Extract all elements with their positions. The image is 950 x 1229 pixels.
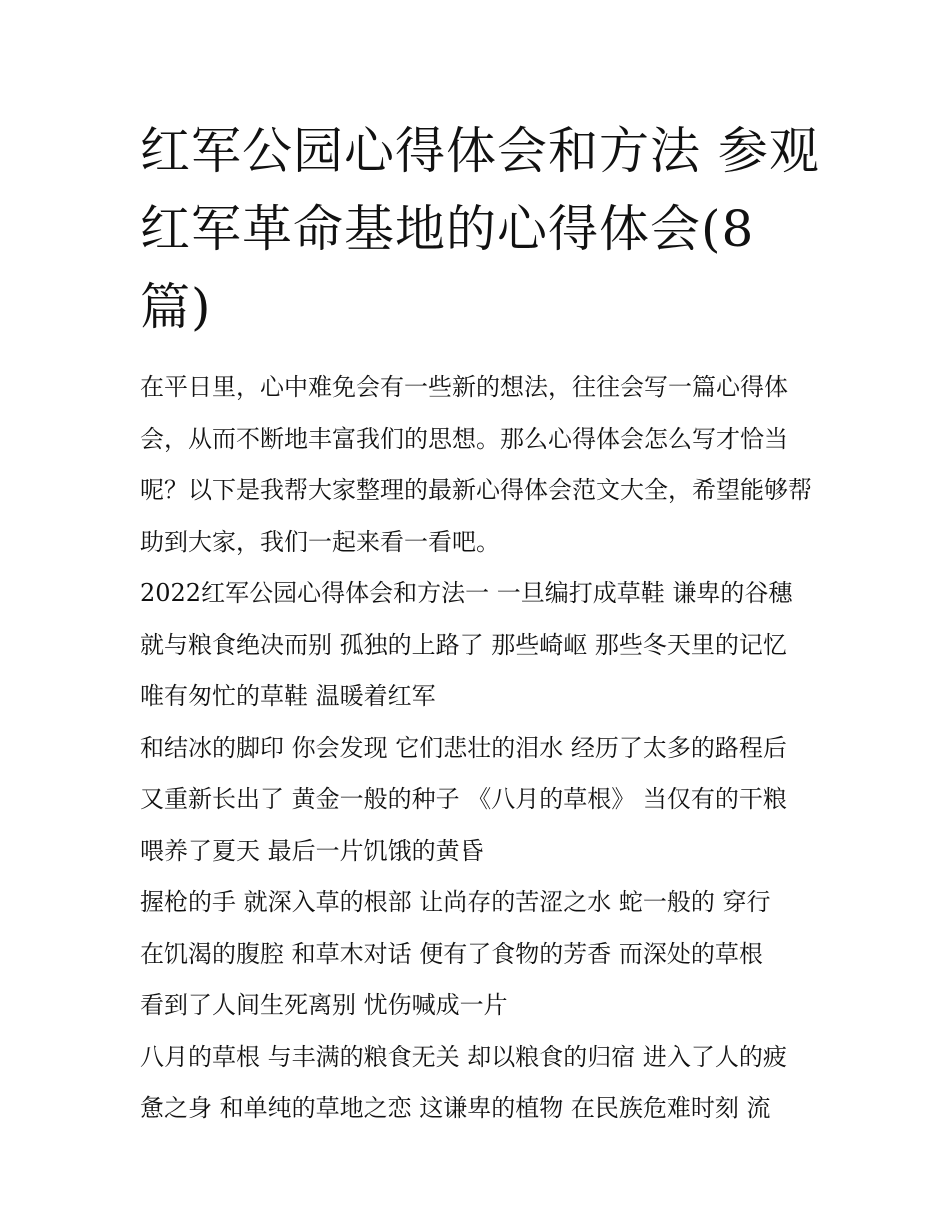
poem-line: 喂养了夏天 最后一片饥饿的黄昏: [140, 836, 484, 865]
poem-line: 握枪的手 就深入草的根部 让尚存的苦涩之水 蛇一般的 穿行: [140, 888, 771, 916]
poem-line: 2022红军公园心得体会和方法一 一旦编打成草鞋 谦卑的谷穗: [140, 579, 793, 607]
intro-paragraph: 在平日里，心中难免会有一些新的想法，往往会写一篇心得体会，从而不断地丰富我们的思想。那么心得体会怎么写才恰当呢？以下是我帮大家整理的最新心得体会范文大全，希望能够帮助到大家，我们一起来看一看吧。: [140, 373, 812, 556]
poem-line: 又重新长出了 黄金一般的种子 《八月的草根》 当仅有的干粮: [140, 785, 787, 813]
document-title: 红军公园心得体会和方法 参观红军革命基地的心得体会(8篇): [140, 122, 820, 336]
poem-line: 唯有匆忙的草鞋 温暖着红军: [140, 682, 436, 710]
poem-body: [140, 568, 820, 1135]
poem-line: 就与粮食绝决而别 孤独的上路了 那些崎岖 那些冬天里的记忆: [140, 630, 787, 659]
poem-line: 八月的草根 与丰满的粮食无关 却以粮食的归宿 进入了人的疲: [140, 1042, 787, 1071]
poem-line: 在饥渴的腹腔 和草木对话 便有了食物的芳香 而深处的草根: [140, 939, 763, 968]
document-page: [140, 112, 820, 1135]
poem-line: 惫之身 和单纯的草地之恋 这谦卑的植物 在民族危难时刻 流: [140, 1094, 771, 1122]
poem-line: 看到了人间生死离别 忧伤喊成一片: [140, 991, 508, 1019]
poem-line: 和结冰的脚印 你会发现 它们悲壮的泪水 经历了太多的路程后: [140, 733, 787, 762]
